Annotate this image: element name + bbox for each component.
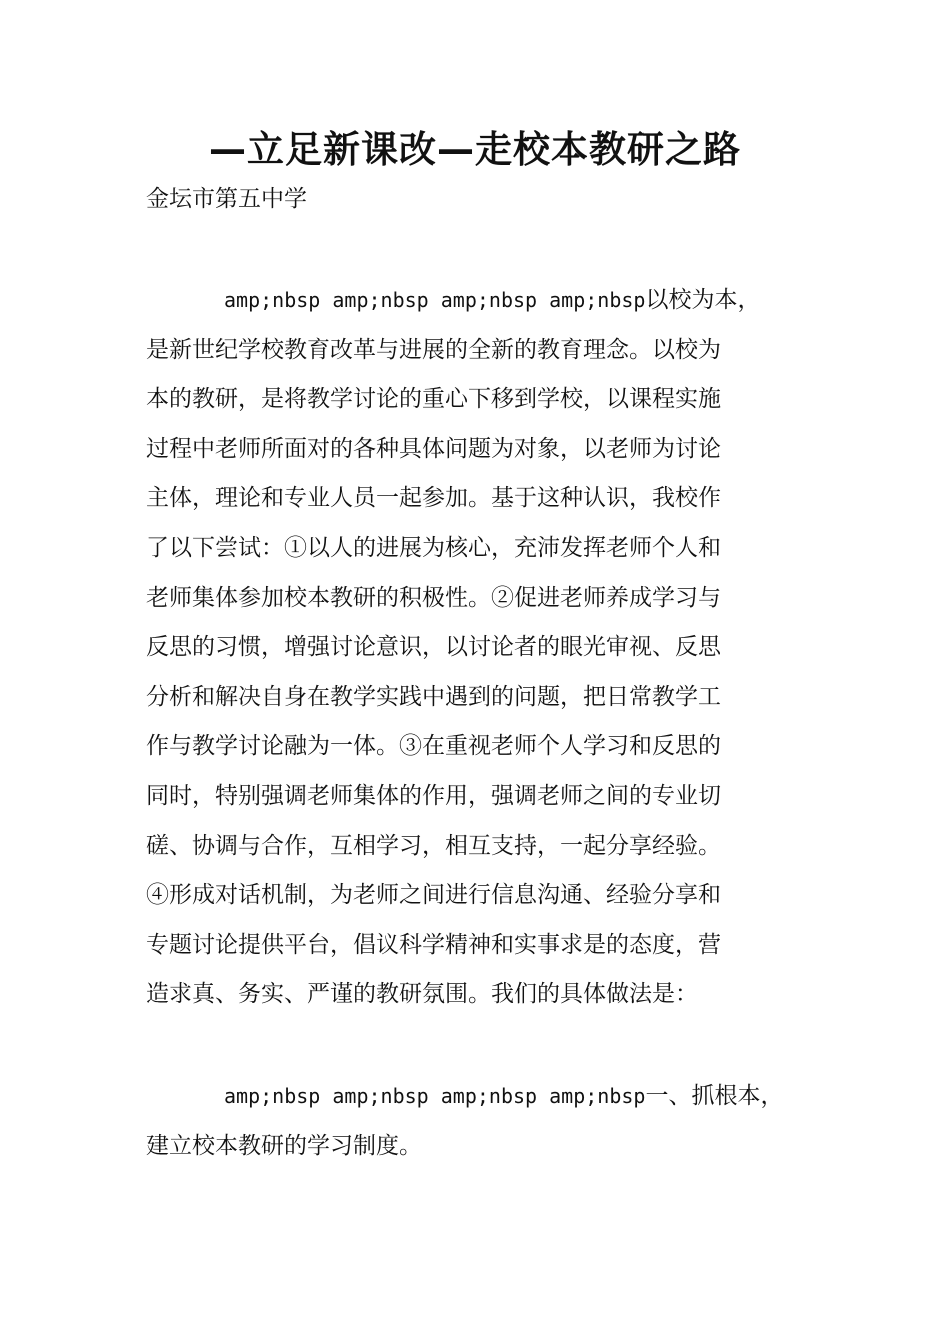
document-title: —立足新课改—走校本教研之路 <box>209 128 741 171</box>
nbsp-artifact-text: amp;nbsp amp;nbsp amp;nbsp amp;nbsp <box>224 288 646 312</box>
paragraph-line-text: 一、抓根本， <box>645 1083 784 1109</box>
paragraph-line: 作与教学讨论融为一体。③在重视老师个人学习和反思的 <box>146 733 721 760</box>
nbsp-artifact-text: amp;nbsp amp;nbsp amp;nbsp amp;nbsp <box>224 1084 646 1108</box>
paragraph-line: 老师集体参加校本教研的积极性。②促进老师养成学习与 <box>146 584 721 611</box>
paragraph-line: 了以下尝试：①以人的进展为核心，充沛发挥老师个人和 <box>146 534 721 561</box>
paragraph-line: 分析和解决自身在教学实践中遇到的问题，把日常教学工 <box>146 683 721 710</box>
paragraph-line: 建立校本教研的学习制度。 <box>146 1132 422 1159</box>
paragraph-line: 过程中老师所面对的各种具体问题为对象，以老师为讨论 <box>146 435 721 462</box>
paragraph-line: 反思的习惯，增强讨论意识，以讨论者的眼光审视、反思 <box>146 634 721 661</box>
paragraph-line: ④形成对话机制，为老师之间进行信息沟通、经验分享和 <box>146 882 721 909</box>
paragraph-1 <box>146 276 806 1020</box>
paragraph-line: 磋、协调与合作，互相学习，相互支持，一起分享经验。 <box>146 832 721 859</box>
document-author: 金坛市第五中学 <box>146 186 307 212</box>
paragraph-2 <box>146 1072 806 1171</box>
paragraph-line: 主体，理论和专业人员一起参加。基于这种认识，我校作 <box>146 485 721 512</box>
paragraph-line: 造求真、务实、严谨的教研氛围。我们的具体做法是： <box>146 981 698 1008</box>
paragraph-line: 同时，特别强调老师集体的作用，强调老师之间的专业切 <box>146 782 721 809</box>
paragraph-first-line <box>146 1072 806 1122</box>
paragraph-first-line <box>146 276 806 326</box>
paragraph-line: 是新世纪学校教育改革与进展的全新的教育理念。以校为 <box>146 336 721 363</box>
paragraph-line: 本的教研，是将教学讨论的重心下移到学校，以课程实施 <box>146 386 721 413</box>
paragraph-line-text: 以校为本， <box>645 287 761 313</box>
paragraph-line: 专题讨论提供平台，倡议科学精神和实事求是的态度，营 <box>146 931 721 958</box>
